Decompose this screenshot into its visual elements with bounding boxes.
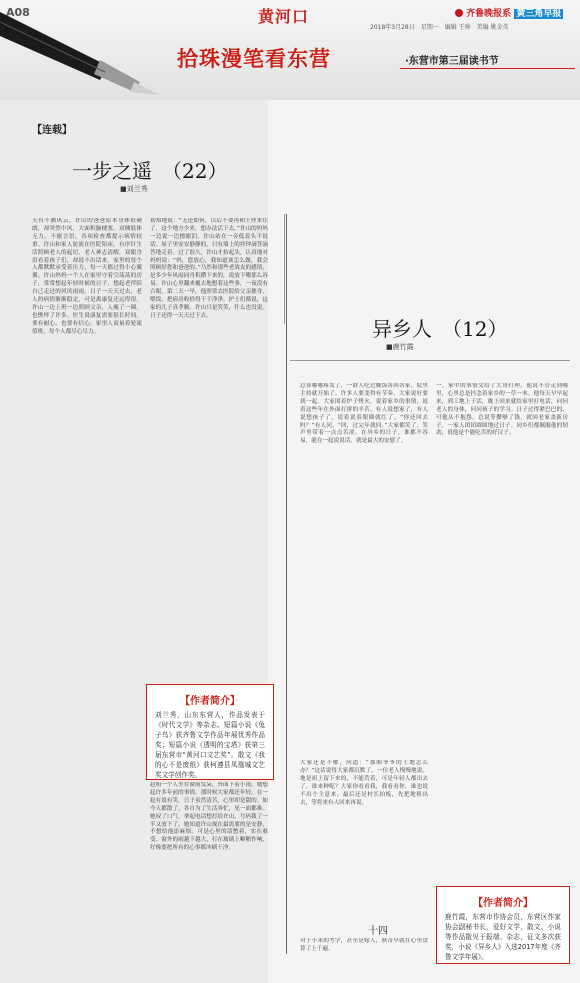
right-title-rule (290, 360, 570, 361)
section-name: 黄河口 (258, 7, 310, 26)
page-header (0, 0, 580, 100)
right-bio-title: 【作者简介】 (473, 898, 533, 909)
left-bio-text: 刘兰秀，山东东营人，作品发表于《时代文学》等杂志。短篇小说《兔子鸟》获齐鲁文学作品年展优秀作品奖；短篇小说《透明的宝塔》获第三届东营市“黄河口文艺奖”。散文《我的心不是废纸》获柯遵县凤凰城文艺奖文学创作奖。 (155, 711, 265, 779)
left-article-title: 一步之遥 （22） (72, 159, 228, 183)
page-headline: 拾珠漫笔看东营 (177, 46, 331, 71)
right-article-column-1: 总算哪哪疼发了，一群人吃过晚饭各回各家。院里主持就开始了。许多人要变得有节奏，大家说好要到一起。大家围着炉子烤火，说着家乡的事情，说着这些年在外面打拼的辛苦。有人说想家了，有人说想孩子了，说着说着眼圈就红了。“你还回去吗？”有人问。“回，过完年就回。”大家都笑了，笑声里带着一点点苦涩。在异乡的日子，谁都不容易，能在一起说说话，就是最大的安慰了。 (300, 383, 428, 445)
right-article-author: ■鹿竹霞 (386, 343, 414, 351)
right-article-title: 异乡人 （12） (372, 317, 508, 341)
logo-circle-icon (455, 9, 463, 17)
logo-suffix: 系 (502, 9, 512, 19)
column-divider-upper (284, 214, 285, 324)
left-article-column-1: 天有不测风云，许山的爸爸原本身体很硬朗，却突然中风，大面积脑梗塞，双侧肢体无力，不能言语，各项检查都提示病情较重。许山和家人轮流在医院陪床，有序针生活照顾老人的起居，老人神志清醒，双眼含泪看着孩子们，却说不出话来。家里的每个人都默默承受着压力，每一天都过得小心翼翼。许山妈妈一个人在家里守着空荡荡的房子，常常想起年轻时候的日子，想起老伴陪自己走过的风风雨雨。日子一天天过去，老人的病情渐渐稳定，可是离康复还远得很。许山一边上班一边照顾父亲，人瘦了一圈，也憔悴了许多。医生说康复需要很长时间，要有耐心，也要有信心。家里人商量着轮流值班，每个人都尽心尽力。 (32, 218, 142, 335)
newspaper-logo (455, 6, 563, 19)
right-bio-text: 鹿竹霞，东营市作协会员，东营区作家协会副秘书长，爱好文学，散文、小说等作品散见于报端、杂志，征文多次获奖，小说《异乡人》入选2017年度《齐鲁文学年展》。 (445, 913, 561, 961)
right-article-column-3: 一，家中的事情交给了大哥打理。他说不管走到哪里，心里总是挂念着家乡的一草一木。他每天早早起来，到工地上干活，晚上回来就给家里打电话，问问老人的身体，问问孩子的学习。日子过得紧巴巴的，可他从不抱怨，总说等攒够了钱，就回老家盖新房子，一家人团团圆圆地过日子。同乡们都佩服他的韧劲，说他是个能吃苦的好汉子。 (436, 383, 568, 437)
chapter-opening-text: 对于小米的考学，甚至是嫁人，秋奇早就在心里盘算了上千遍。 (300, 938, 428, 952)
right-author-bio-box (436, 886, 570, 964)
column-divider (286, 214, 287, 954)
serial-tag: 【连载】 (32, 125, 72, 136)
page-number: A08 (6, 6, 30, 19)
logo-name: 齐鲁晚报 (466, 9, 503, 19)
left-article-author: ■刘兰秀 (120, 185, 148, 193)
left-author-bio-box (146, 684, 274, 780)
page-subhead: ·东营市第三届读书节 (405, 56, 499, 67)
left-article-column-3: 赵姐一个人坐在窗前发呆，外面下着小雨，她想起许多年前的事情。那时候大家都还年轻，在一起有说有笑，日子虽然清苦，心里却是甜的。如今人都散了，各自为了生活奔忙，见一面都难。她叹了口气，拿起电话想打给许山，号码拨了一半又放下了。她知道许山现在最需要的是安静，不想给他添麻烦。可是心里的话憋着，实在难受。窗外的雨越下越大，打在玻璃上噼啪作响，好像要把所有的心事都冲刷干净。 (150, 782, 268, 852)
logo-box: 黄三角早报 (516, 9, 562, 19)
issue-meta: 2018年3月28日 星期一 编辑 王帅 美编 姚金英 (370, 24, 509, 31)
chapter-number: 十四 (368, 926, 388, 937)
headline-rule (400, 68, 575, 69)
left-bio-title: 【作者简介】 (180, 696, 240, 707)
left-article-column-2: 初知地说：“无论如何，以后不要再和王仲来往了，这个地方少来，想办法活下去。”许山的妈妈一边说一边擦眼泪，许山站在一旁低着头不说话。屋子里安安静静的，只有墙上的挂钟滴答滴答地走着。过了很久，许山才抬起头，认真地对妈妈说：“妈，您放心，我知道该怎么做，我会照顾好您和爸爸的。”乃然和那些老战友的感情，是多少年风雨同舟积攒下来的，说放下哪那么容易。许山心里翻来覆去地想着这些事，一夜没有合眼。第二天一早，他照常去医院给父亲擦身、喂饭，把病房收拾得干干净净。护士们都说，这家的儿子真孝顺。许山只是笑笑，什么也没说。日子还得一天天过下去。 (150, 218, 268, 319)
right-article-column-2: 大家还是不解，问道：“那咱爷爷的土地怎么办？”这话说得大家都沉默了。一位老人慢慢地说，地是祖上留下来的，不能荒着，可是年轻人都出去了，谁来种呢？大家你看看我，我看看你，谁也说不出个主意来。最后还是村长拍板，先把地租出去，等将来有人回来再说。 (300, 760, 428, 806)
